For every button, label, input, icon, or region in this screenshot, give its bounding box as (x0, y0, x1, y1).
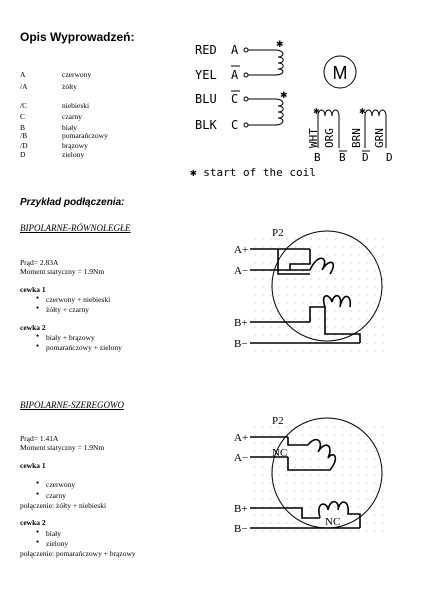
series-b-plus-label: B+ (234, 503, 248, 515)
parallel-wiring-diagram (230, 222, 390, 357)
legend-code: /A (20, 82, 28, 91)
series-coil1-label: cewka 1 (20, 461, 46, 470)
series-coil2-item: ● zielony (46, 539, 68, 548)
series-coil2-connection: połączenie: pomarańczowy + brązowy (20, 549, 136, 558)
wire-blk-label: BLK (195, 118, 217, 132)
motor-wiring-diagram (190, 30, 415, 180)
parallel-coil1-item: ● żółty + czarny (46, 305, 89, 314)
legend-code: /B (20, 131, 28, 140)
parallel-coil2-item: ● pomarańczowy + zielony (46, 343, 122, 352)
legend-color: pomarańczowy (62, 131, 108, 140)
legend-code: A (20, 70, 26, 79)
legend-row (20, 112, 82, 121)
wire-description-title: Opis Wyprowadzeń: (20, 30, 135, 44)
coil-start-footnote: ✱ start of the coil (190, 166, 316, 179)
legend-code: /D (20, 141, 28, 150)
example-title: Przykład podłączenia: (20, 197, 125, 208)
pin-d-label: D (386, 151, 393, 164)
parallel-a-plus-label: A+ (234, 244, 249, 256)
wire-yel-label: YEL (195, 68, 217, 82)
wire-brn-label: BRN (350, 128, 363, 148)
legend-color: żółty (62, 82, 77, 91)
parallel-coil1-item: ● czerwony + niebieski (46, 295, 110, 304)
svg-text:✱: ✱ (276, 39, 284, 49)
wire-blu-label: BLU (195, 92, 217, 106)
svg-text:✱: ✱ (313, 107, 320, 116)
svg-text:✱: ✱ (280, 90, 288, 100)
motor-symbol: M (332, 63, 348, 83)
legend-code: C (20, 112, 26, 121)
parallel-coil2-item: ● biały + brązowy (46, 333, 95, 342)
series-current: Prąd= 1.41A (20, 434, 59, 443)
pin-a-label: A (231, 43, 239, 57)
legend-color: czarny (62, 112, 82, 121)
legend-color: niebieski (62, 101, 90, 110)
series-coil1-item: ● czerwony (46, 480, 75, 489)
series-coil2-item: ● biały (46, 529, 61, 538)
series-coil2-label: cewka 2 (20, 518, 46, 527)
series-heading: BIPOLARNE-SZEREGOWO (20, 400, 124, 410)
parallel-b-plus-label: B+ (234, 317, 248, 329)
legend-row (20, 150, 84, 159)
pin-b-label: B (314, 151, 321, 164)
parallel-heading: BIPOLARNE-RÓWNOLEGŁE (20, 223, 131, 233)
parallel-coil2-label: cewka 2 (20, 323, 46, 332)
legend-row (20, 131, 108, 140)
parallel-torque: Moment statyczny = 1.9Nm (20, 267, 105, 276)
series-b-minus-label: B− (234, 523, 248, 535)
legend-code: B (20, 123, 26, 132)
series-a-plus-label: A+ (234, 432, 249, 444)
pin-d-bar-label: D (362, 151, 369, 164)
legend-code: /C (20, 101, 28, 110)
pin-c-bar-label: C (231, 92, 239, 106)
legend-color: biały (62, 123, 77, 132)
pin-a-bar-label: A (231, 68, 239, 82)
svg-text:✱: ✱ (359, 107, 366, 116)
wire-grn-label: GRN (373, 128, 386, 148)
series-nc-bottom-label: NC (325, 516, 341, 528)
parallel-b-minus-label: B− (234, 338, 248, 350)
series-p2-label: P2 (272, 415, 284, 427)
series-wiring-diagram (230, 410, 390, 540)
parallel-coil1-label: cewka 1 (20, 285, 46, 294)
wire-org-label: ORG (323, 128, 336, 148)
legend-row (20, 82, 77, 91)
parallel-current: Prąd= 2.83A (20, 258, 59, 267)
legend-code: D (20, 150, 26, 159)
series-a-minus-label: A− (234, 452, 249, 464)
pin-c-label: C (231, 118, 239, 132)
legend-row (20, 141, 88, 150)
legend-color: brązowy (62, 141, 88, 150)
pin-b-bar-label: B (339, 151, 346, 164)
series-coil1-connection: połączenie: żółty + niebieski (20, 501, 107, 510)
legend-color: zielony (62, 150, 85, 159)
legend-row (20, 70, 91, 79)
wire-red-label: RED (195, 43, 217, 57)
series-nc-top-label: NC (272, 447, 288, 459)
series-coil1-item: ● czarny (46, 491, 66, 500)
legend-row (20, 101, 89, 110)
parallel-p2-label: P2 (272, 227, 284, 239)
legend-color: czerwony (62, 70, 92, 79)
parallel-a-minus-label: A− (234, 265, 249, 277)
series-torque: Moment statyczny = 1.9Nm (20, 443, 105, 452)
wire-wht-label: WHT (307, 128, 320, 148)
